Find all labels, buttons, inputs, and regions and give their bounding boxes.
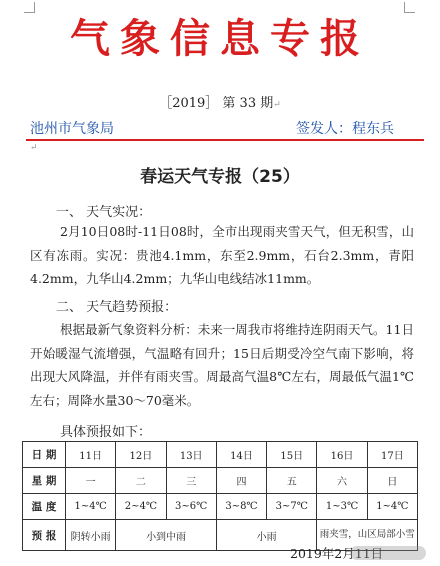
forecast-table — [22, 441, 418, 551]
section2-text: 根据最新气象资料分析：未来一周我市将维持连阴雨天气。11日开始暖湿气流增强，气温略有回升；15日后期受冷空气南下影响，将出现大风降温，并伴有雨夹雪。周最高气温8℃左右，周最低气温1℃左右；周降水量30～70毫米。 — [30, 322, 414, 408]
table-row-date — [23, 442, 418, 468]
table-cell: 3~7℃ — [267, 494, 317, 520]
table-cell: 3~8℃ — [216, 494, 266, 520]
masthead: 气象信息专报 — [70, 15, 370, 62]
table-cell: 14日 — [216, 442, 266, 468]
table-cell: 日 — [367, 468, 417, 494]
section1-text: 2月10日08时-11日08时，全市出现雨夹雪天气，但无积雪，山区有冻雨。实况：贵池4.1mm，东至2.9mm，石台2.3mm，青阳4.2mm，九华山4.2mm；九华山电线结冰11mm。 — [30, 224, 414, 286]
table-cell: 15日 — [267, 442, 317, 468]
section1-heading: 一、 天气实况： — [56, 205, 152, 220]
table-cell: 16日 — [317, 442, 367, 468]
header-rule — [26, 139, 424, 141]
paragraph-mark-icon: ↵ — [273, 100, 281, 110]
table-cell: 1~3℃ — [317, 494, 367, 520]
row-label-weekday: 星 期 — [23, 468, 66, 494]
section2-heading: 二、 天气趋势预报： — [56, 300, 178, 315]
corner-mark-right — [404, 2, 415, 13]
issuing-organization: 池州市气象局 — [30, 121, 114, 137]
paragraph-mark-icon: ↵ — [30, 143, 38, 153]
table-cell: 小到中雨 — [116, 520, 217, 551]
table-cell: 小雨 — [216, 520, 317, 551]
row-label-date: 日 期 — [23, 442, 66, 468]
table-cell: 3~6℃ — [166, 494, 216, 520]
document-title: 春运天气专报（25） — [140, 167, 300, 187]
row-label-forecast: 预 报 — [23, 520, 66, 551]
table-cell: 2~4℃ — [116, 494, 166, 520]
issue-number: ［2019］ 第 33 期 — [159, 96, 274, 111]
table-cell: 13日 — [166, 442, 216, 468]
table-cell: 11日 — [66, 442, 116, 468]
table-cell: 五 — [267, 468, 317, 494]
issue-line — [0, 92, 440, 111]
table-cell: 17日 — [367, 442, 417, 468]
table-row-weekday — [23, 468, 418, 494]
table-cell: 四 — [216, 468, 266, 494]
table-cell: 雨夹雪，山区局部小雪 — [317, 520, 418, 551]
table-cell: 二 — [116, 468, 166, 494]
table-cell: 1~4℃ — [66, 494, 116, 520]
table-cell: 阴转小雨 — [66, 520, 116, 551]
row-label-temp: 温 度 — [23, 494, 66, 520]
corner-mark-left — [24, 2, 35, 13]
table-cell: 12日 — [116, 442, 166, 468]
table-cell: 1~4℃ — [367, 494, 417, 520]
table-cell: 一 — [66, 468, 116, 494]
signer: 签发人：程东兵 — [296, 121, 394, 137]
detail-intro: 具体预报如下： — [60, 425, 152, 440]
issue-date: 2019年2月11日 — [290, 546, 384, 561]
table-cell: 六 — [317, 468, 367, 494]
table-cell: 三 — [166, 468, 216, 494]
watermark-badge — [350, 546, 426, 560]
table-row-temp — [23, 494, 418, 520]
